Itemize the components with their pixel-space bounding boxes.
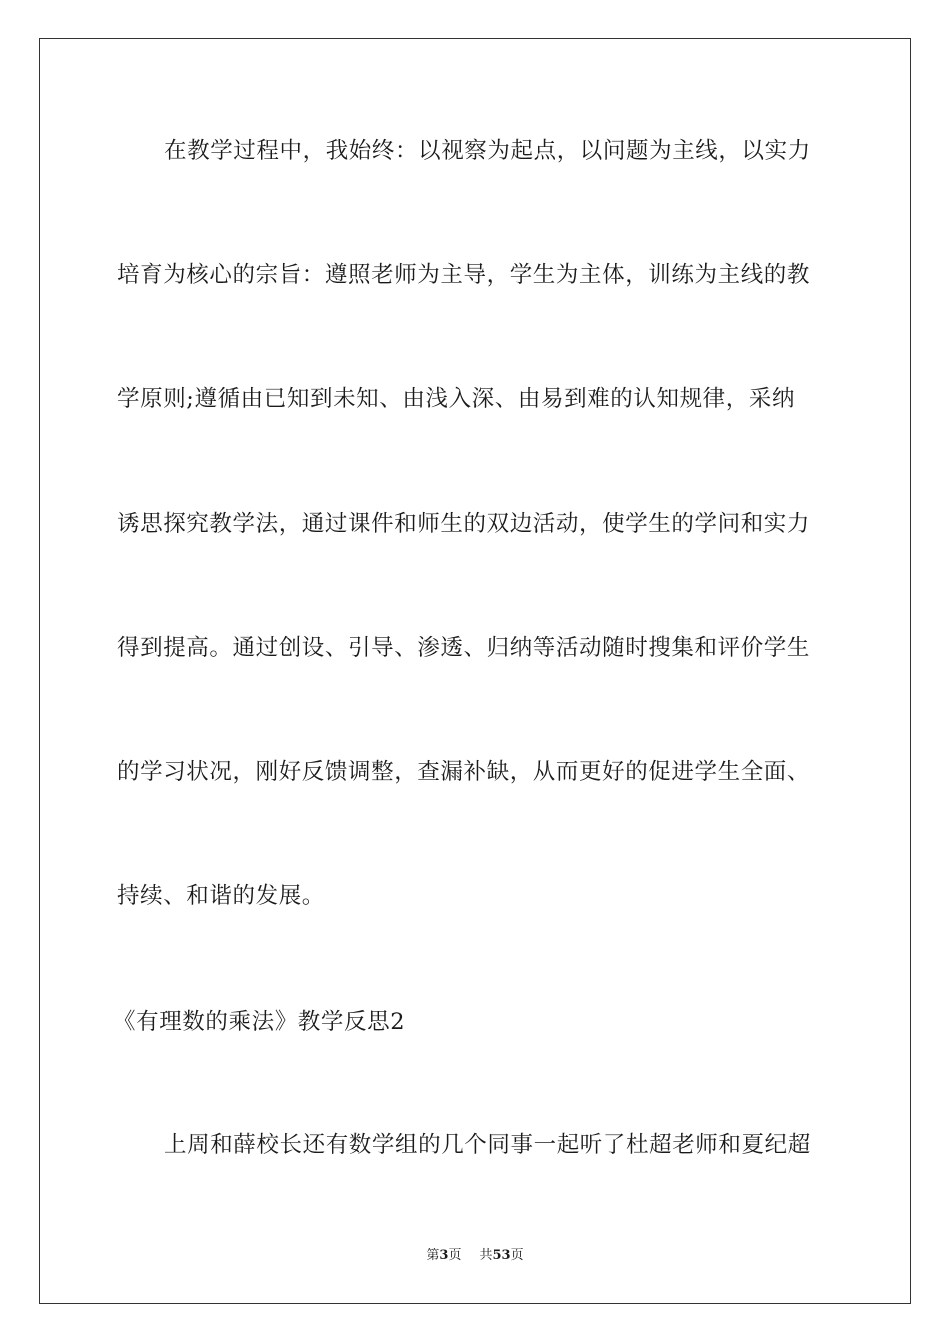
paragraph-line: 学原则;遵循由已知到未知、由浅入深、由易到难的认知规律，采纳 xyxy=(117,386,796,412)
paragraph-line: 培育为核心的宗旨：遵照老师为主导，学生为主体，训练为主线的教 xyxy=(117,262,811,288)
page-number: 3 xyxy=(439,1248,449,1263)
page-frame xyxy=(39,38,911,1304)
paragraph-line: 诱思探究教学法，通过课件和师生的双边活动，使学生的学问和实力 xyxy=(117,511,811,537)
page-suffix: 页 xyxy=(448,1248,462,1263)
paragraph-line: 的学习状况，刚好反馈调整，查漏补缺，从而更好的促进学生全面、 xyxy=(117,759,811,785)
paragraph-line: 得到提高。通过创设、引导、渗透、归纳等活动随时搜集和评价学生 xyxy=(117,635,811,661)
total-suffix: 页 xyxy=(510,1248,524,1263)
paragraph-line: 持续、和谐的发展。 xyxy=(117,883,325,909)
page-prefix: 第 xyxy=(426,1248,440,1263)
total-pages: 53 xyxy=(492,1248,511,1263)
paragraph-line: 在教学过程中，我始终：以视察为起点，以问题为主线，以实力 xyxy=(164,138,811,164)
total-prefix: 共 xyxy=(479,1248,493,1263)
paragraph-line: 上周和薛校长还有数学组的几个同事一起听了杜超老师和夏纪超 xyxy=(164,1132,811,1158)
page-footer xyxy=(0,1247,950,1265)
section-heading: 《有理数的乘法》教学反思2 xyxy=(113,1009,406,1035)
